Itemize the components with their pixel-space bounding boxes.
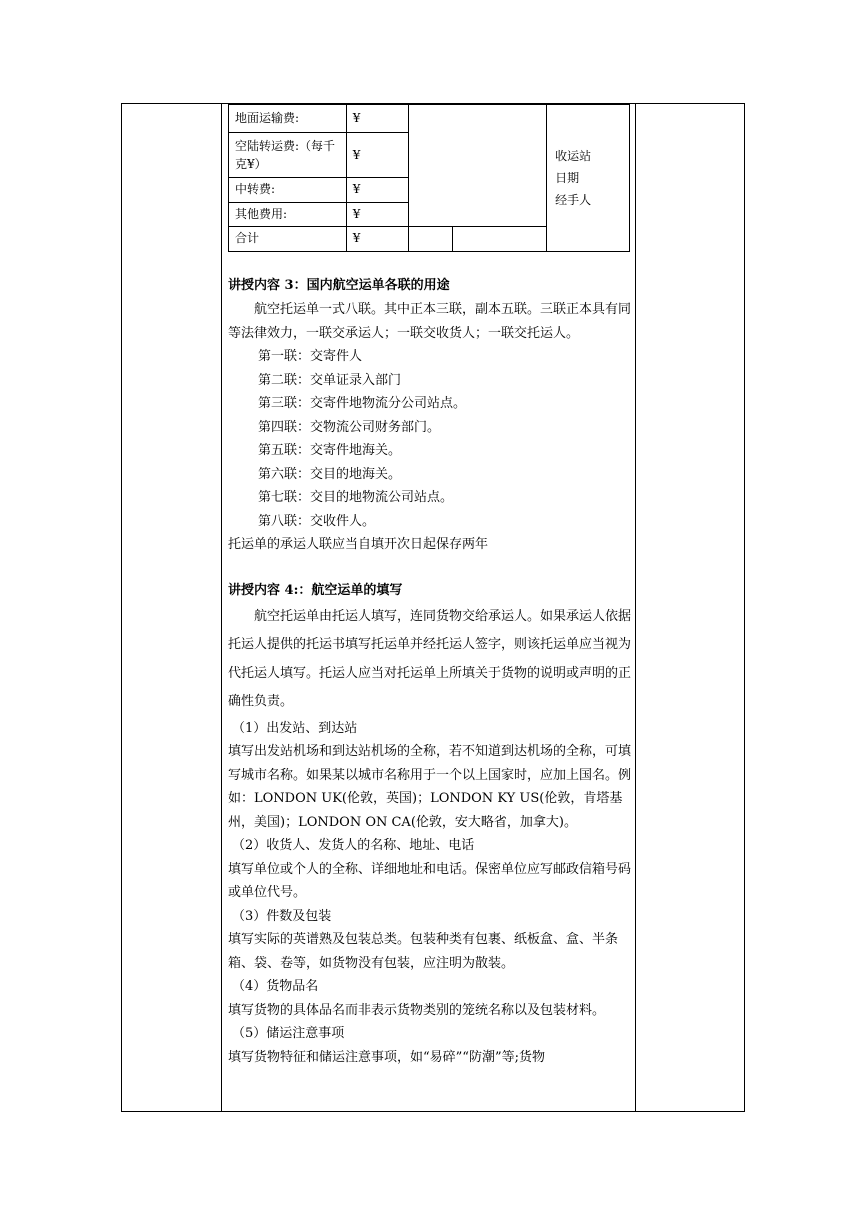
section-4-heading: 讲授内容 4:：航空运单的填写: [228, 582, 403, 598]
subsection-title: （2）收货人、发货人的名称、地址、电话: [232, 838, 475, 853]
fee-label: 中转费:: [229, 178, 347, 203]
subsection-text: 填写货物的具体品名而非表示货物类别的笼统名称以及包装材料。: [228, 1002, 606, 1018]
section-3-intro: 航空托运单一式八联。其中正本三联，副本五联。三联正本具有同等法律效力，一联交承运人；一联交收货人；一联交托运人。: [228, 302, 632, 341]
blank-cell: [408, 105, 547, 227]
list-item: 第八联：交收件人。: [258, 513, 376, 529]
fee-row: [229, 105, 630, 133]
fee-label: 地面运输费:: [229, 105, 347, 133]
fee-label: 空陆转运费:（每千克¥）: [229, 133, 347, 178]
subsection-title: （5）储运注意事项: [232, 1026, 345, 1041]
fee-table: [228, 104, 630, 252]
list-item: 第五联：交寄件地海关。: [258, 443, 402, 458]
fee-label: 其他费用:: [229, 202, 347, 227]
subsection-text: 填写货物特征和储运注意事项，如“易碎”“防潮”等;货物: [228, 1049, 545, 1065]
lesson-content: [228, 104, 634, 1069]
blank-cell: [453, 227, 547, 252]
fee-value: ¥: [346, 202, 408, 227]
list-item: 第一联：交寄件人: [258, 349, 363, 364]
subsection-title: （4）货物品名: [232, 979, 319, 994]
receiving-station-label: 收运站: [555, 149, 592, 163]
date-label: 日期: [555, 171, 580, 185]
signature-cell: [547, 105, 630, 252]
list-item: 第四联：交物流公司财务部门。: [258, 419, 441, 435]
list-item: 第六联：交目的地海关。: [258, 466, 402, 482]
fee-label: 合计: [229, 227, 347, 252]
fee-value: ¥: [346, 105, 408, 133]
fee-value: ¥: [346, 227, 408, 252]
list-item: 第三联：交寄件地物流分公司站点。: [258, 396, 467, 411]
fee-value: ¥: [346, 178, 408, 203]
list-item: 第七联：交目的地物流公司站点。: [258, 490, 454, 505]
subsection-title: （1）出发站、到达站: [232, 720, 358, 736]
subsection-text: 填写出发站机场和到达站机场的全称，若不知道到达机场的全称，可填写城市名称。如果某以城市名称用于一个以上国家时，应加上国名。例如：LONDON UK(伦敦，英国)；LONDON KY US(伦敦，肯塔基州，美国)；LONDON ON CA(伦敦，安大略省，加拿大)。: [228, 744, 632, 830]
section-4: [228, 579, 634, 1070]
list-item: 第二联：交单证录入部门: [258, 372, 402, 388]
section-4-intro: 航空托运单由托运人填写，连同货物交给承运人。如果承运人依据托运人提供的托运书填写托运单并经托运人签字，则该托运单应当视为代托运人填写。托运人应当对托运单上所填关于货物的说明或声明的正确性负责。: [228, 608, 632, 709]
subsection-text: 填写实际的英谱熟及包装总类。包装种类有包裹、纸板盒、盒、半条箱、袋、卷等，如货物没有包装，应注明为散装。: [228, 932, 619, 971]
section-3-note: 托运单的承运人联应当自填开次日起保存两年: [228, 537, 489, 552]
fee-value: ¥: [346, 133, 408, 178]
section-3-heading: 讲授内容 3：国内航空运单各联的用途: [228, 278, 450, 293]
handler-label: 经手人: [555, 193, 592, 207]
blank-cell: [408, 227, 453, 252]
subsection-text: 填写单位或个人的全称、详细地址和电话。保密单位应写邮政信箱号码或单位代号。: [228, 861, 632, 900]
column-divider: [221, 103, 222, 1112]
subsection-title: （3）件数及包装: [232, 908, 332, 924]
section-3: [228, 274, 634, 557]
column-divider: [635, 103, 636, 1112]
